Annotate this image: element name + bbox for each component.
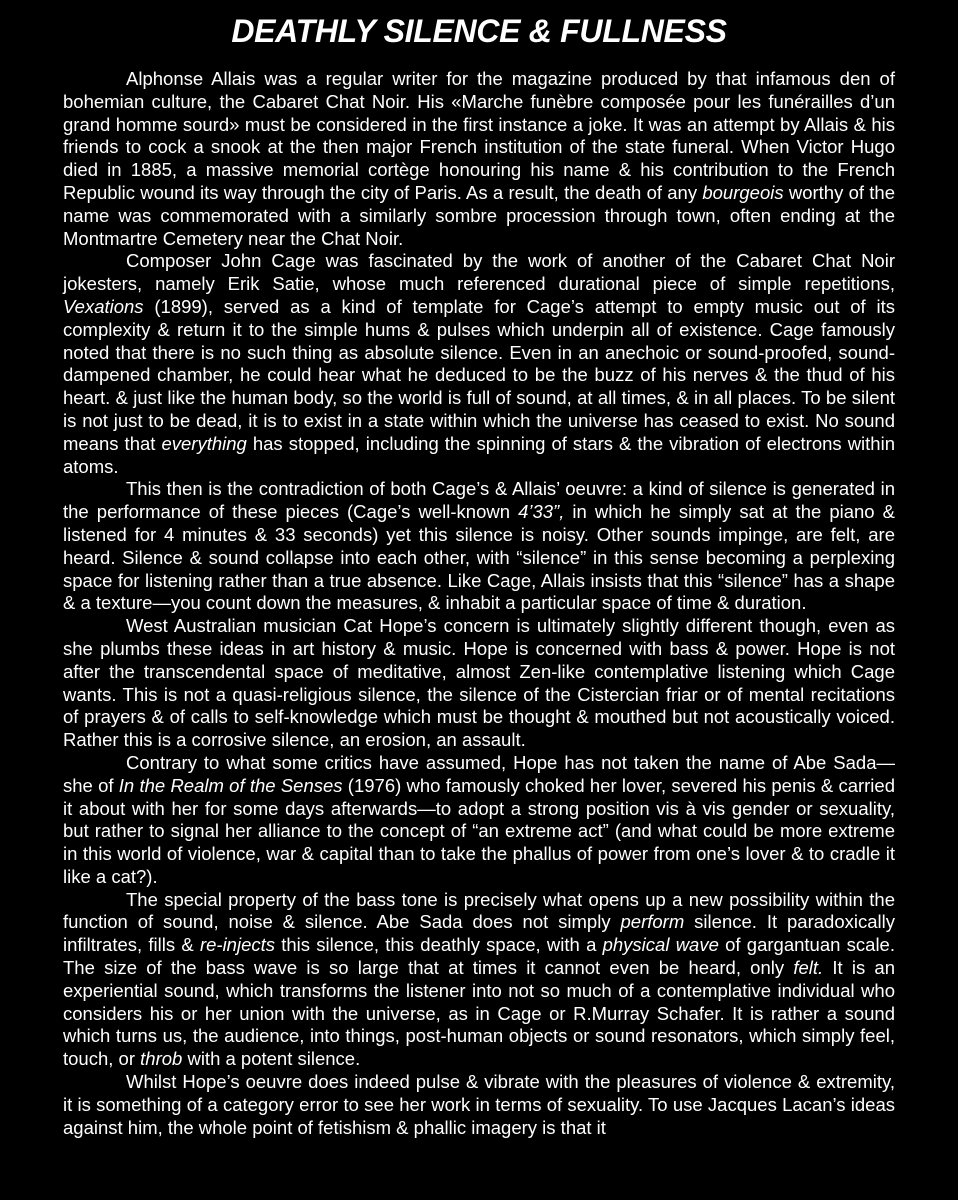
- body-paragraph: [63, 752, 895, 889]
- text-run: worthy of the name was commemorated with a similarly sombre procession through town, often ending at the Montmartre Cemetery near the Chat Noir.: [63, 181, 895, 249]
- italic-text: re-injects: [199, 934, 276, 956]
- text-run: Whilst Hope’s oeuvre does indeed pulse & vibrate with the pleasures of violence & extremity, it is something of a category error to see her work in terms of sexuality. To use Jacques Lacan’s ideas against him, the whole point of fetishism & phallic imagery is that it: [63, 1071, 895, 1138]
- italic-text: everything: [161, 432, 247, 454]
- text-run: in which he simply sat at the piano & listened for 4 minutes & 33 seconds) yet this silence is noisy. Other sounds impinge, are felt, are heard. Silence & sound collapse into each other, with “silence” in this sense becoming a perplexing space for listening rather than a true absence. Like Cage, Allais insists that this “silence” has a shape & a texture—you count down the measures, & inhabit a particular space of time & duration.: [63, 501, 895, 614]
- document-body: [63, 68, 895, 1139]
- italic-text: physical wave: [602, 934, 719, 956]
- body-paragraph: [63, 889, 895, 1071]
- text-run: (1899), served as a kind of template for Cage’s attempt to empty music out of its complexity & return it to the simple hums & pulses which underpin all of existence. Cage famously noted that there is no such thing as absolute silence. Even in an anechoic or sound-proofed, sound-dampened chamber, he could hear what he deduced to be the buzz of his nerves & the thud of his heart. & just like the human body, so the world is full of sound, at all times, & in all places. To be silent is not just to be dead, it is to exist in a state within which the universe has ceased to exist. No sound means that: [63, 295, 895, 454]
- text-run: (1976) who famously choked her lover, severed his penis & carried it about with her for some days afterwards—to adopt a strong position vis à vis gender or sexuality, but rather to signal her alliance to the concept of “an extreme act” (and what could be more extreme in this world of violence, war & capital than to take the phallus of power from one’s lover & to cradle it like a cat?).: [63, 774, 895, 887]
- body-paragraph: [63, 68, 895, 250]
- text-run: It is an experiential sound, which transforms the listener into not so much of a contemplative individual who considers his or her union with the universe, as in Cage or R.Murray Schafer. It is rather a sound which turns us, the audience, into things, post-human objects or sound resonators, which simply feel, touch, or: [63, 957, 895, 1070]
- text-run: has stopped, including the spinning of stars & the vibration of electrons within atoms.: [63, 432, 895, 477]
- text-run: West Australian musician Cat Hope’s concern is ultimately slightly different though, even as she plumbs these ideas in art history & music. Hope is concerned with bass & power. Hope is not after the transcendental space of meditative, almost Zen-like contemplative listening which Cage wants. This is not a quasi-religious silence, the silence of the Cistercian friar or of mental recitations of prayers & of calls to self-knowledge which must be thought & mouthed but not acoustically voiced. Rather this is a corrosive silence, an erosion, an assault.: [63, 615, 895, 751]
- text-run: this silence, this deathly space, with a: [275, 934, 603, 956]
- text-run: Alphonse Allais was a regular writer for the magazine produced by that infamous den of bohemian culture, the Cabaret Chat Noir. His «Marche funèbre composée pour les funérailles d’un grand homme sourd» must be considered in the first instance a joke. It was an attempt by Allais & his friends to cock a snook at the then major French institution of the state funeral. When Victor Hugo died in 1885, a massive memorial cortège honouring his name & his contribution to the French Republic wound its way through the city of Paris. As a result, the death of any: [63, 68, 895, 203]
- body-paragraph: [63, 615, 895, 752]
- document-title: DEATHLY SILENCE & FULLNESS: [231, 13, 727, 49]
- italic-text: In the Realm of the Senses: [118, 774, 343, 796]
- italic-text: 4’33”,: [518, 501, 565, 523]
- italic-text: throb: [140, 1048, 183, 1070]
- body-paragraph: [63, 1071, 895, 1139]
- text-run: of gargantuan scale. The size of the bass wave is so large that at times it cannot even be heard, only: [63, 934, 895, 979]
- text-run: with a potent silence.: [182, 1048, 361, 1070]
- text-run: The special property of the bass tone is precisely what opens up a new possibility within the function of sound, noise & silence. Abe Sada does not simply: [63, 888, 895, 933]
- text-run: This then is the contradiction of both Cage’s & Allais’ oeuvre: a kind of silence is generated in the performance of these pieces (Cage’s well-known: [63, 478, 895, 523]
- text-run: Composer John Cage was fascinated by the work of another of the Cabaret Chat Noir jokesters, namely Erik Satie, whose much referenced durational piece of simple repetitions,: [63, 250, 895, 295]
- body-paragraph: [63, 478, 895, 615]
- italic-text: perform: [620, 911, 685, 933]
- italic-text: Vexations: [63, 295, 144, 317]
- text-run: Contrary to what some critics have assumed, Hope has not taken the name of Abe Sada—she of: [63, 751, 895, 796]
- italic-text: bourgeois: [702, 181, 784, 203]
- italic-text: felt.: [793, 957, 824, 979]
- body-paragraph: [63, 250, 895, 478]
- text-run: silence. It paradoxically infiltrates, fills &: [63, 911, 895, 956]
